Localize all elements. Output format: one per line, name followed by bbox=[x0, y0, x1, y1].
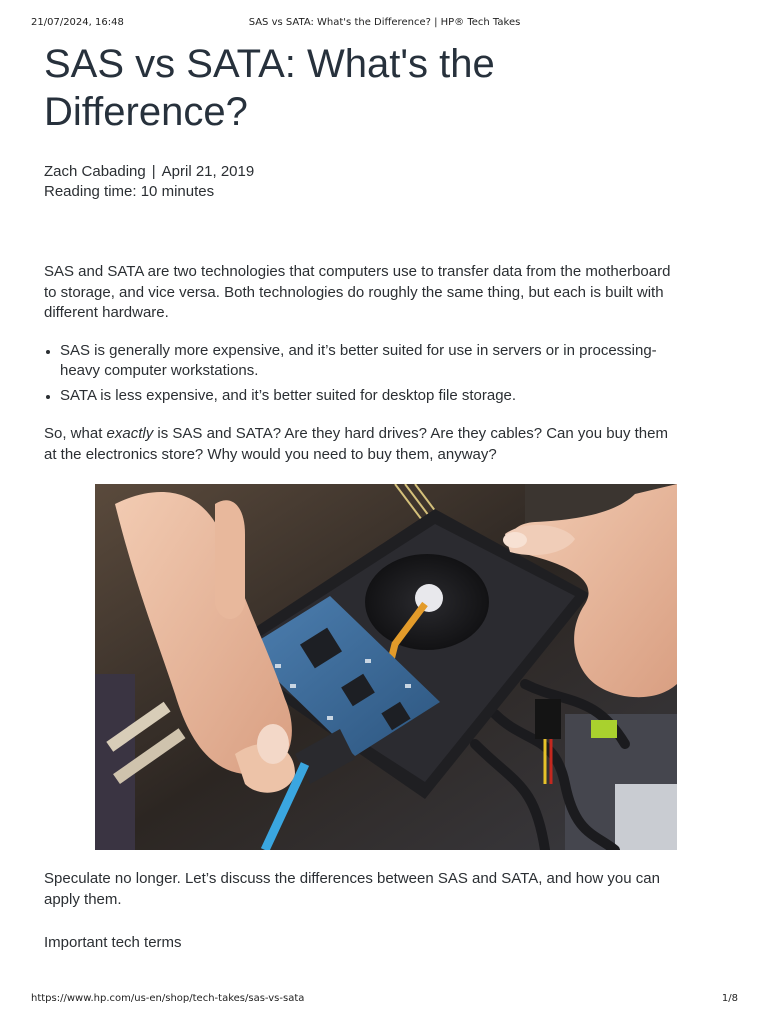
byline bbox=[44, 162, 684, 182]
print-page-number: 1/8 bbox=[721, 993, 738, 1004]
print-datetime: 21/07/2024, 16:48 bbox=[31, 17, 124, 28]
article-meta bbox=[44, 162, 684, 202]
question-paragraph bbox=[44, 424, 684, 465]
author-name[interactable]: Zach Cabading bbox=[44, 163, 146, 180]
article-title: SAS vs SATA: What's the Difference? bbox=[44, 42, 495, 134]
reading-time: Reading time: 10 minutes bbox=[44, 183, 215, 200]
publish-date: April 21, 2019 bbox=[161, 163, 255, 180]
print-header bbox=[31, 17, 738, 31]
byline-separator: | bbox=[151, 163, 156, 180]
question-text-start: So, what bbox=[44, 425, 107, 442]
article bbox=[44, 40, 684, 954]
print-footer bbox=[31, 993, 738, 1007]
section-heading-tech-terms: Important tech terms bbox=[44, 934, 182, 951]
comparison-list bbox=[44, 341, 684, 407]
question-text-end: is SAS and SATA? Are they hard drives? Are they cables? Can you buy them at the electronics store? Why would you need to buy them, anyway? bbox=[44, 425, 668, 463]
list-item: • SAS is generally more expensive, and it’s better suited for use in servers or in processing-heavy computer workstations. bbox=[60, 341, 684, 382]
after-image-paragraph: Speculate no longer. Let’s discuss the differences between SAS and SATA, and how you can apply them. bbox=[44, 870, 660, 908]
hero-image-hard-drive bbox=[95, 484, 677, 850]
question-emphasis: exactly bbox=[106, 425, 154, 442]
print-page-title: SAS vs SATA: What's the Difference? | HP® Tech Takes bbox=[248, 17, 521, 28]
list-item: • SATA is less expensive, and it’s better suited for desktop file storage. bbox=[60, 386, 684, 407]
intro-paragraph: SAS and SATA are two technologies that computers use to transfer data from the motherboard to storage, and vice versa. Both technologies do roughly the same thing, but each is built with different hardware. bbox=[44, 263, 671, 321]
print-url: https://www.hp.com/us-en/shop/tech-takes/sas-vs-sata bbox=[31, 993, 305, 1004]
